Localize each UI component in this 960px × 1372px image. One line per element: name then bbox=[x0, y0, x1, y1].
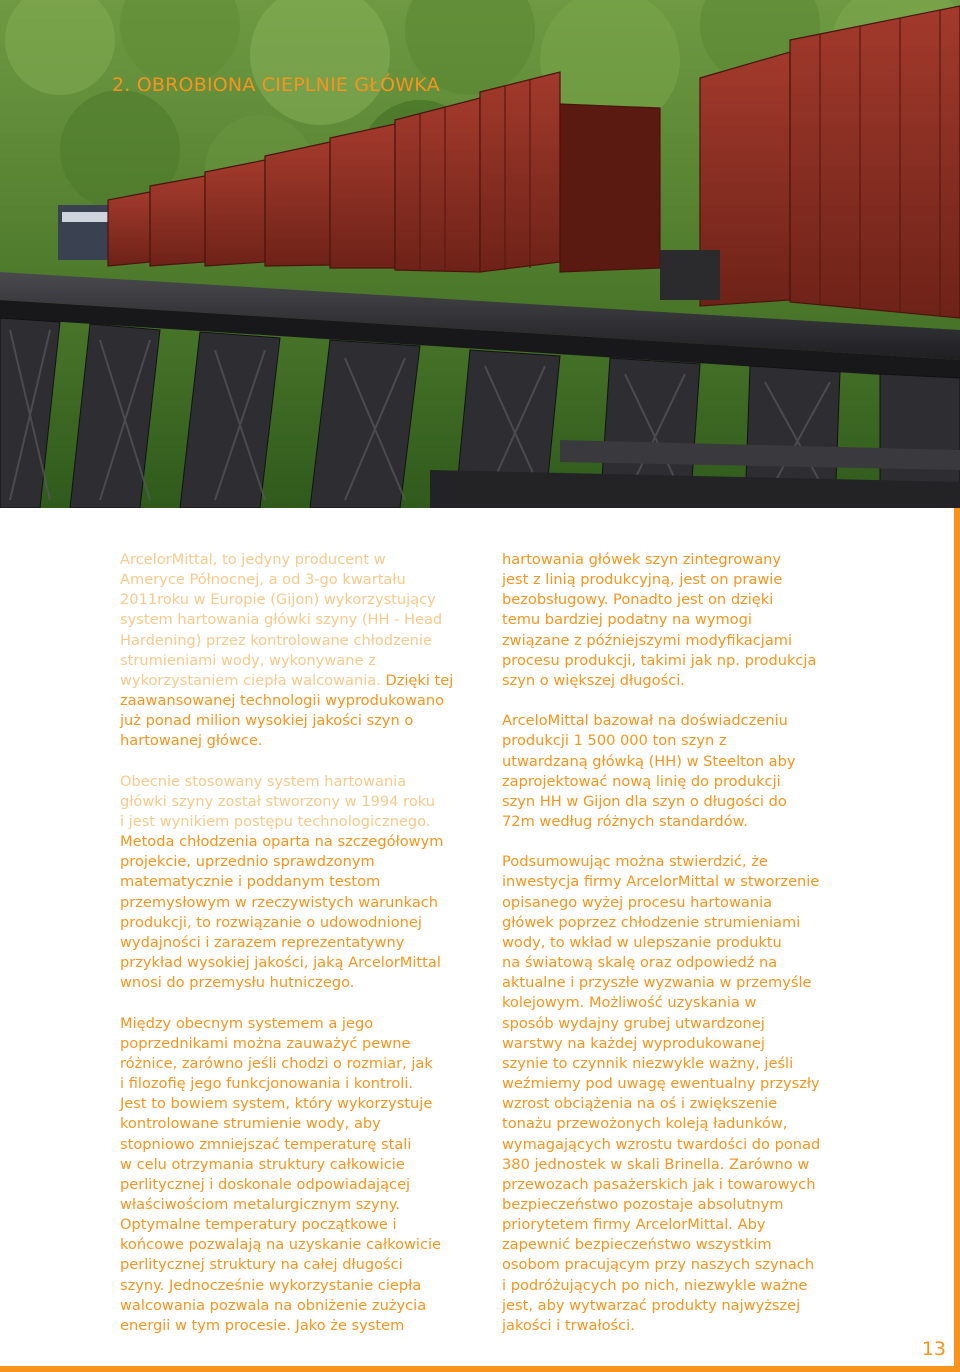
paragraph bbox=[120, 1014, 492, 1337]
paragraph bbox=[120, 550, 492, 752]
paragraph: Podsumowując można stwierdzić, że inwestycja firmy ArcelorMittal w stworzenie opisanego wyżej procesu hartowania główek poprzez chłodzenie strumieniami wody, to wkład w ulepszanie produktu na światową skalę oraz odpowiedź na aktualne i przyszłe wyzwania w przemyśle kolejowym. Możliwość uzyskania w sposób wydajny grubej utwardzonej warstwy na każdej wyprodukowanej szynie to czynnik niezwykle ważny, jeśli weźmiemy pod uwagę ewentualny przyszły wzrost obciążenia na oś i zwiększenie tonażu przewożonych koleją ładunków, wymagających wzrostu twardości do ponad 380 jednostek w skali Brinella. Zarówno w przewozach pasażerskich jak i towarowych bezpieczeństwo pozostaje absolutnym priorytetem firmy ArcelorMittal. Aby zapewnić bezpieczeństwo wszystkim osobom pracującym przy naszych szynach i podróżujących po nich, niezwykle ważne jest, aby wytwarzać produkty najwyższej jakości i trwałości. bbox=[502, 853, 821, 1334]
orange-frame-bottom bbox=[0, 1366, 960, 1372]
section-title: 2. OBROBIONA CIEPLNIE GŁÓWKA bbox=[112, 74, 440, 96]
header-photo bbox=[0, 0, 960, 508]
paragraph bbox=[120, 772, 492, 994]
text-column-right bbox=[502, 550, 874, 1336]
page-number: 13 bbox=[921, 1338, 946, 1360]
paragraph-body: Między obecnym systemem a jego poprzednikami można zauważyć pewne różnice, zarówno jeśli chodzi o rozmiar, jak i filozofię jego funkcjonowania i kontroli. Jest to bowiem system, który wykorzystuje kontrolowane strumienie wody, aby stopniowo zmniejszać temperaturę stali w celu otrzymania struktury całkowicie perlitycznej i doskonale odpowiadającej właściwościom metalurgicznym szyny. Optymalne temperatury początkowe i końcowe pozwalają na uzyskanie całkowicie perlitycznej struktury na całej długości szyny. Jednocześnie wykorzystanie ciepła walcowania pozwala na obniżenie zużycia energii w tym procesie. Jako że system bbox=[120, 1014, 442, 1334]
paragraph-lead: ArcelorMittal, to jedyny producent w Ameryce Północnej, a od 3-go kwartału 2011roku w Europie (Gijon) wykorzystujący system hartowania główki szyny (HH - Head Hardening) przez kontrolowane chłodzenie strumieniami wody, wykonywane z wykorzystaniem ciepła walcowania. bbox=[120, 551, 443, 689]
paragraph: ArceloMittal bazował na doświadczeniu produkcji 1 500 000 ton szyn z utwardzaną główką (HH) w Steelton aby zaprojektować nową linię do produkcji szyn HH w Gijon dla szyn o długości do 72m według różnych standardów. bbox=[502, 712, 796, 831]
paragraph-lead: Obecnie stosowany system hartowania główki szyny został stworzony w 1994 roku i jest wynikiem postępu technologicznego. bbox=[120, 772, 436, 831]
text-column-left bbox=[120, 550, 492, 1336]
paragraph-body: Metoda chłodzenia oparta na szczegółowym projekcie, uprzednio sprawdzonym matematycznie i poddanym testom przemysłowym w rzeczywistych warunkach produkcji, to rozwiązanie o udowodnionej wydajności i zarazem reprezentatywny przykład wysokiej jakości, jaką ArcelorMittal wnosi do przemysłu hutniczego. bbox=[120, 833, 444, 992]
paragraph-body: Dzięki tej zaawansowanej technologii wyprodukowano już ponad milion wysokiej jakości szyn o hartowanej główce. bbox=[120, 671, 454, 750]
orange-frame-right bbox=[954, 508, 960, 1372]
paragraph: hartowania główek szyn zintegrowany jest z linią produkcyjną, jest on prawie bezobsługowy. Ponadto jest on dzięki temu bardziej podatny na wymogi związane z późniejszymi modyfikacjami procesu produkcji, takimi jak np. produkcja szyn o większej długości. bbox=[502, 551, 817, 689]
